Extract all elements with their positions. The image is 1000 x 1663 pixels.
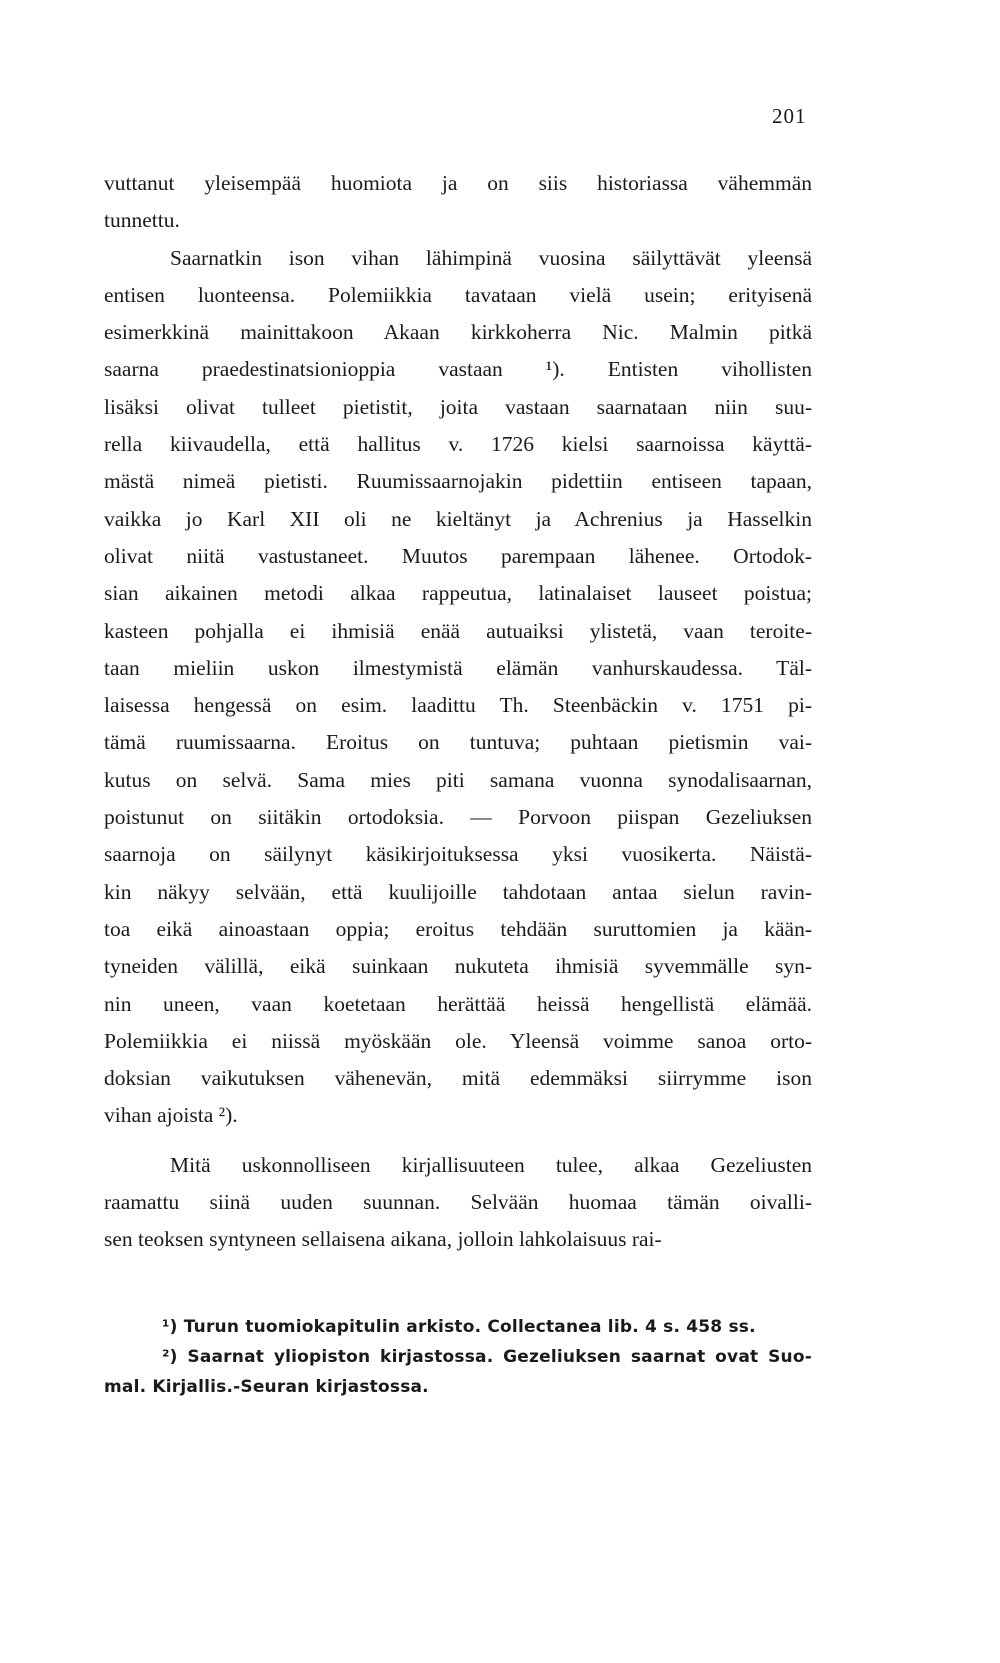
footnote-line: ²) Saarnat yliopiston kirjastossa. Gezeliuksen saarnat ovat Suo- <box>162 1347 812 1367</box>
text-line: taan mieliin uskon ilmestymistä elämän vanhurskaudessa. Täl- <box>104 655 812 680</box>
footnotes <box>104 1312 812 1402</box>
text-line: mästä nimeä pietisti. Ruumissaarnojakin pidettiin entiseen tapaan, <box>104 469 812 494</box>
text-line: rella kiivaudella, että hallitus v. 1726 kielsi saarnoissa käyttä- <box>104 432 812 457</box>
text-line: Saarnatkin ison vihan lähimpinä vuosina säilyttävät yleensä <box>170 245 812 270</box>
text-line: nin uneen, vaan koetetaan herättää heissä hengellistä elämää. <box>104 991 812 1016</box>
text-line: saarnoja on säilynyt käsikirjoituksessa yksi vuosikerta. Näistä- <box>104 842 812 867</box>
text-line: vuttanut yleisempää huomiota ja on siis historiassa vähemmän <box>104 171 812 195</box>
text-line: esimerkkinä mainittakoon Akaan kirkkoherra Nic. Malmin pitkä <box>104 320 812 345</box>
text-line: kutus on selvä. Sama mies piti samana vuonna synodalisaarnan, <box>104 767 812 792</box>
paragraph-gap <box>104 1135 812 1147</box>
text-line: Mitä uskonnolliseen kirjallisuuteen tulee, alkaa Gezeliusten <box>170 1152 812 1177</box>
text-line: tämä ruumissaarna. Eroitus on tuntuva; puhtaan pietismin vai- <box>104 730 812 755</box>
text-line: tyneiden välillä, eikä suinkaan nukuteta ihmisiä syvemmälle syn- <box>104 954 812 979</box>
text-line: poistunut on siitäkin ortodoksia. — Porvoon piispan Gezeliuksen <box>104 805 812 830</box>
text-line: Polemiikkia ei niissä myöskään ole. Yleensä voimme sanoa orto- <box>104 1028 812 1053</box>
footnote <box>104 1342 812 1402</box>
text-line: vihan ajoista ²). <box>104 1103 238 1128</box>
paragraph <box>104 1147 812 1259</box>
footnote-line: mal. Kirjallis.-Seuran kirjastossa. <box>104 1377 429 1397</box>
text-line: doksian vaikutuksen vähenevän, mitä edemmäksi siirrymme ison <box>104 1066 812 1091</box>
text-line: tunnettu. <box>104 208 180 233</box>
footnote-line: ¹) Turun tuomiokapitulin arkisto. Collectanea lib. 4 s. 458 ss. <box>162 1317 756 1337</box>
text-line: toa eikä ainoastaan oppia; eroitus tehdään suruttomien ja kään- <box>104 916 812 941</box>
paragraph <box>104 165 812 240</box>
text-line: sian aikainen metodi alkaa rappeutua, latinalaiset lauseet poistua; <box>104 581 812 606</box>
text-line: laisessa hengessä on esim. laadittu Th. Steenbäckin v. 1751 pi- <box>104 693 812 718</box>
text-line: saarna praedestinatsionioppia vastaan ¹). Entisten vihollisten <box>104 357 812 382</box>
footnote <box>104 1312 812 1342</box>
text-line: entisen luonteensa. Polemiikkia tavataan vielä usein; erityisenä <box>104 282 812 307</box>
text-line: vaikka jo Karl XII oli ne kieltänyt ja Achrenius ja Hasselkin <box>104 506 812 531</box>
page-number: 201 <box>772 104 807 128</box>
text-line: raamattu siinä uuden suunnan. Selvään huomaa tämän oivalli- <box>104 1190 812 1215</box>
body-text <box>104 165 812 1259</box>
paragraph <box>104 240 812 1135</box>
text-line: kin näkyy selvään, että kuulijoille tahdotaan antaa sielun ravin- <box>104 879 812 904</box>
text-line: lisäksi olivat tulleet pietistit, joita vastaan saarnataan niin suu- <box>104 394 812 419</box>
text-line: kasteen pohjalla ei ihmisiä enää autuaiksi ylistetä, vaan teroite- <box>104 618 812 643</box>
text-line: olivat niitä vastustaneet. Muutos parempaan lähenee. Ortodok- <box>104 543 812 568</box>
text-line: sen teoksen syntyneen sellaisena aikana, jolloin lahkolaisuus rai- <box>104 1227 662 1252</box>
